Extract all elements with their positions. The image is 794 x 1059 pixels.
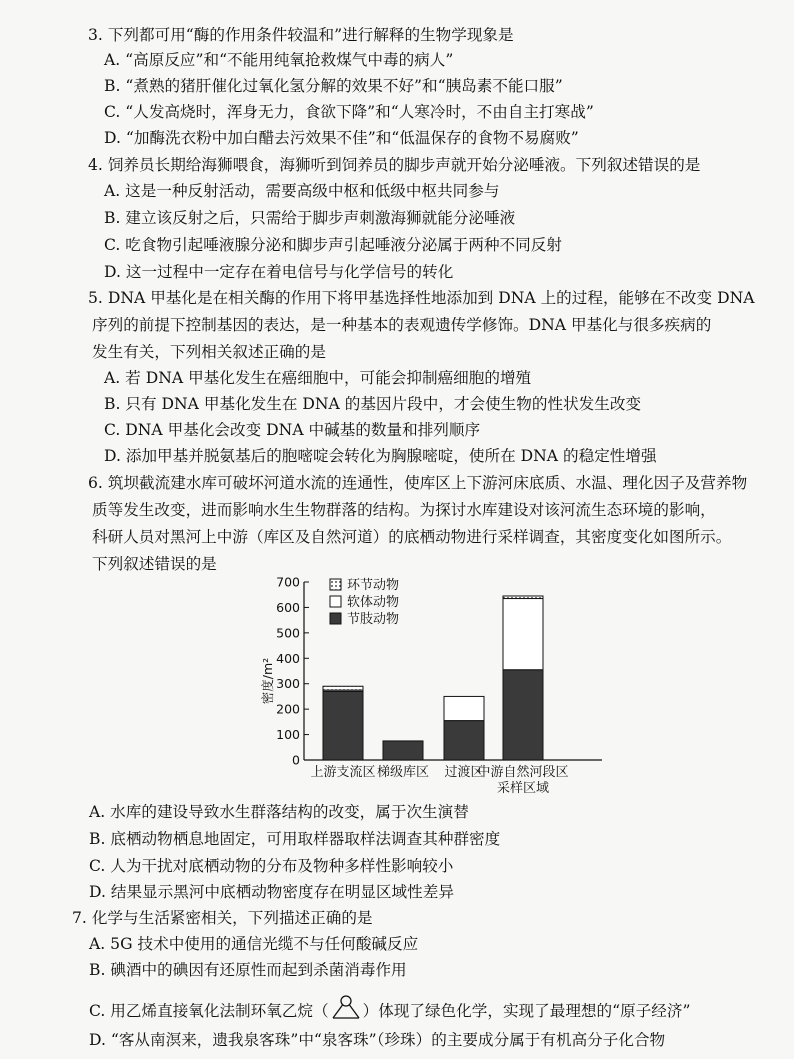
q7-option-b: B. 碘酒中的碘因有还原性而起到杀菌消毒作用 [89,961,407,979]
y-tick-label: 500 [276,625,300,641]
bar-segment [323,691,363,760]
legend-swatch [330,596,341,607]
q5-option-c: C. DNA 甲基化会改变 DNA 中碱基的数量和排列顺序 [104,421,481,439]
epoxide-structure-icon [329,994,363,1022]
y-tick-label: 700 [276,574,300,590]
q4-option-b: B. 建立该反射之后，只需给于脚步声刺激海狮就能分泌唾液 [104,209,516,227]
q5-option-a: A. 若 DNA 甲基化发生在癌细胞中，可能会抑制癌细胞的增殖 [104,369,532,387]
q6-stem-line3: 科研人员对黑河上中游（库区及自然河道）的底栖动物进行采样调查，其密度变化如图所示。 [92,528,732,546]
legend-label: 软体动物 [347,595,400,610]
x-category-label: 中游自然河段区 [477,765,569,780]
legend-swatch [330,579,341,590]
y-tick-label: 100 [276,727,300,743]
bar-segment [503,599,543,670]
q3-option-c: C. “人发高烧时，浑身无力，食欲下降”和“人寒冷时，不由自主打寒战” [104,103,594,121]
legend-swatch [330,613,341,624]
q6-stem-line4: 下列叙述错误的是 [92,555,217,573]
y-axis-label: 密度/m² [260,657,275,705]
q5-stem-line1: 5. DNA 甲基化是在相关酶的作用下将甲基选择性地添加到 DNA 上的过程，能够在不改变 DNA [88,289,755,307]
q4-option-a: A. 这是一种反射活动，需要高级中枢和低级中枢共同参与 [104,182,500,200]
q6-stem-line1: 6. 筑坝截流建水库可破坏河道水流的连通性，使库区上下游河床底质、水温、理化因子及营养物 [88,474,748,492]
q6-option-a: A. 水库的建设导致水生群落结构的改变，属于次生演替 [89,803,469,821]
y-tick-label: 600 [276,599,300,615]
q4-stem: 4. 饲养员长期给海狮喂食，海狮听到饲养员的脚步声就开始分泌唾液。下列叙述错误的是 [88,156,701,174]
q7-option-a: A. 5G 技术中使用的通信光缆不与任何酸碱反应 [89,935,419,953]
q3-option-b: B. “煮熟的猪肝催化过氧化氢分解的效果不好”和“胰岛素不能口服” [104,77,563,95]
q3-stem: 3. 下列都可用“酶的作用条件较温和”进行解释的生物学现象是 [88,26,514,44]
bar-segment [503,670,543,760]
q6-option-b: B. 底栖动物栖息地固定，可用取样器取样法调查其种群密度 [89,830,501,848]
legend-label: 节肢动物 [347,612,400,627]
q6-option-c: C. 人为干扰对底栖动物的分布及物种多样性影响较小 [89,857,454,875]
q6-option-d: D. 结果显示黑河中底栖动物密度存在明显区域性差异 [89,883,454,901]
bar-segment [503,596,543,599]
q7-option-d: D. “客从南溟来，遗我泉客珠”中“泉客珠”（珍珠）的主要成分属于有机高分子化合物 [89,1031,666,1049]
y-tick-label: 400 [276,650,300,666]
q7-option-c-text-before: C. 用乙烯直接氧化法制环氧乙烷（ [89,1002,329,1020]
q3-option-a: A. “高原反应”和“不能用纯氧抢救煤气中毒的病人” [104,51,454,69]
q3-option-d: D. “加酶洗衣粉中加白醋去污效果不佳”和“低温保存的食物不易腐败” [104,129,579,147]
q5-stem-line3: 发生有关，下列相关叙述正确的是 [92,343,326,361]
q4-option-c: C. 吃食物引起唾液腺分泌和脚步声引起唾液分泌属于两种不同反射 [104,236,562,254]
q5-option-b: B. 只有 DNA 甲基化发生在 DNA 的基因片段中，才会使生物的性状发生改变 [104,395,642,413]
q5-stem-line2: 序列的前提下控制基因的表达，是一种基本的表观遗传学修饰。DNA 甲基化与很多疾病的 [92,316,712,334]
density-bar-chart [250,572,610,800]
x-category-label: 梯级库区 [376,765,430,780]
q7-option-c [89,994,690,1022]
bar-segment [383,741,423,760]
y-tick-label: 200 [276,701,300,717]
q4-option-d: D. 这一过程中一定存在着电信号与化学信号的转化 [104,263,454,281]
bar-segment [323,686,363,690]
x-category-label: 过渡区 [444,765,484,780]
q6-stem-line2: 质等发生改变，进而影响水生生物群落的结构。为探讨水库建设对该河流生态环境的影响， [92,501,716,519]
y-tick-label: 300 [276,676,300,692]
q7-option-c-text-after: ）体现了绿色化学，实现了最理想的“原子经济” [362,1002,691,1020]
bar-segment [444,696,484,720]
bar-segment [444,721,484,760]
y-tick-label: 0 [292,752,300,768]
x-axis-label: 采样区域 [496,781,550,796]
q5-option-d: D. 添加甲基并脱氨基后的胞嘧啶会转化为胸腺嘧啶，使所在 DNA 的稳定性增强 [104,447,657,465]
legend-label: 环节动物 [347,578,400,593]
q7-stem: 7. 化学与生活紧密相关，下列描述正确的是 [72,909,373,927]
x-category-label: 上游支流区 [310,765,376,780]
